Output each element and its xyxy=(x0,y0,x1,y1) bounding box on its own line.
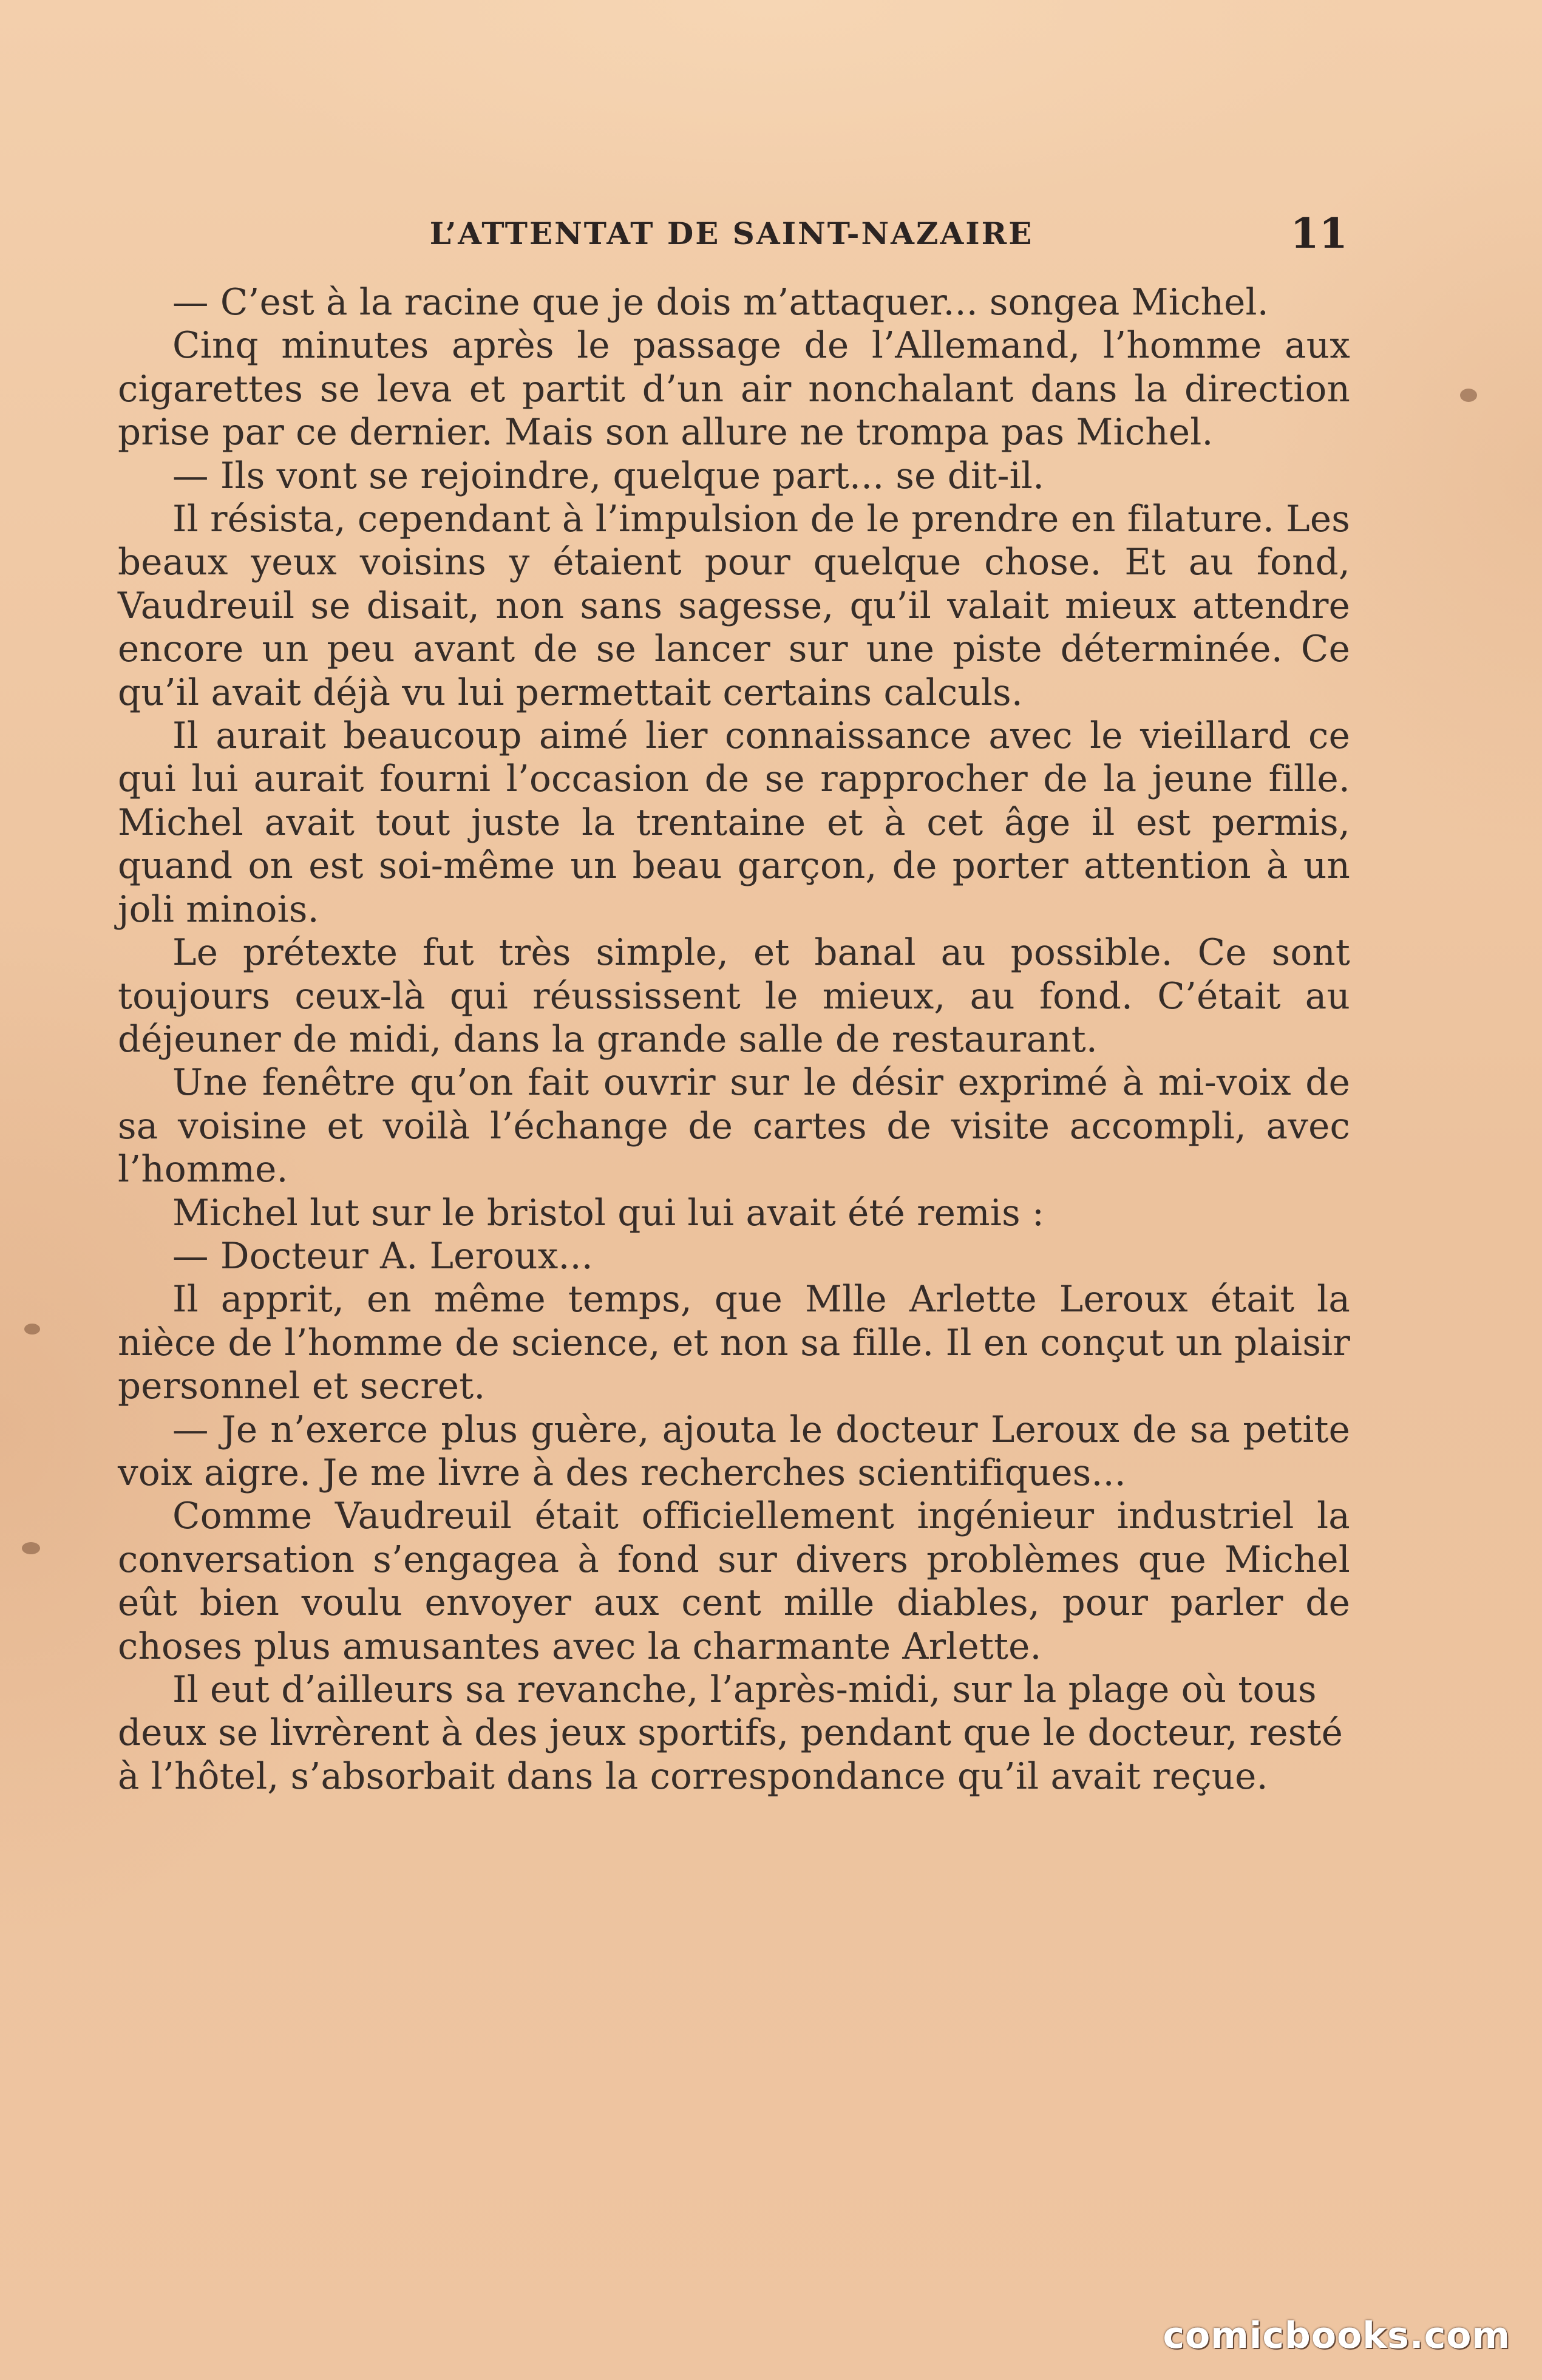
running-header xyxy=(115,206,1348,261)
paragraph: Il aurait beaucoup aimé lier connaissance avec le vieillard ce qui lui aurait fourni l’occasion de se rapprocher de la jeune fille. Michel avait tout juste la trentaine et à cet âge il est permis, quand on est soi-même un beau garçon, de porter attention à un joli minois. xyxy=(118,715,1350,931)
body-text xyxy=(118,281,1350,1798)
paragraph: — C’est à la racine que je dois m’attaquer... songea Michel. xyxy=(172,282,1269,324)
page-number: 11 xyxy=(1290,209,1348,258)
paragraph: Il résista, cependant à l’impulsion de le prendre en filature. Les beaux yeux voisins y étaient pour quelque chose. Et au fond, Vaudreuil se disait, non sans sagesse, qu’il valait mieux attendre encore un peu avant de se lancer sur une piste déterminée. Ce qu’il avait déjà vu lui permettait certains calculs. xyxy=(118,498,1350,714)
paper-speck xyxy=(1460,389,1477,402)
paragraph: Comme Vaudreuil était officiellement ingénieur industriel la conversation s’engagea à fond sur divers problèmes que Michel eût bien voulu envoyer aux cent mille diables, pour parler de choses plus amusantes avec la charmante Arlette. xyxy=(118,1495,1350,1668)
running-title: L’ATTENTAT DE SAINT-NAZAIRE xyxy=(429,216,1034,251)
paper-speck xyxy=(22,1542,40,1554)
paragraph: Cinq minutes après le passage de l’Allemand, l’homme aux cigarettes se leva et partit d’un air nonchalant dans la direction prise par ce dernier. Mais son allure ne trompa pas Michel. xyxy=(118,325,1350,454)
paragraph: Une fenêtre qu’on fait ouvrir sur le désir exprimé à mi-voix de sa voisine et voilà l’échange de cartes de visite accompli, avec l’homme. xyxy=(118,1062,1350,1191)
paper-speck xyxy=(24,1324,40,1334)
paragraph: Le prétexte fut très simple, et banal au possible. Ce sont toujours ceux-là qui réussissent le mieux, au fond. C’était au déjeuner de midi, dans la grande salle de restaurant. xyxy=(118,932,1350,1061)
watermark-logo: comicbooks.com xyxy=(1163,2314,1510,2357)
paragraph: — Ils vont se rejoindre, quelque part... se dit-il. xyxy=(172,455,1045,497)
paragraph: Il eut d’ailleurs sa revanche, l’après-midi, sur la plage où tous deux se livrèrent à des jeux sportifs, pendant que le docteur, resté à l’hôtel, s’absorbait dans la correspondance qu’il avait reçue. xyxy=(118,1669,1343,1798)
paragraph: Michel lut sur le bristol qui lui avait été remis : xyxy=(172,1192,1045,1234)
paragraph: — Docteur A. Leroux... xyxy=(172,1235,593,1277)
paragraph: — Je n’exerce plus guère, ajouta le docteur Leroux de sa petite voix aigre. Je me livre à des recherches scientifiques... xyxy=(118,1409,1350,1494)
paragraph: Il apprit, en même temps, que Mlle Arlette Leroux était la nièce de l’homme de science, et non sa fille. Il en conçut un plaisir personnel et secret. xyxy=(118,1279,1350,1408)
